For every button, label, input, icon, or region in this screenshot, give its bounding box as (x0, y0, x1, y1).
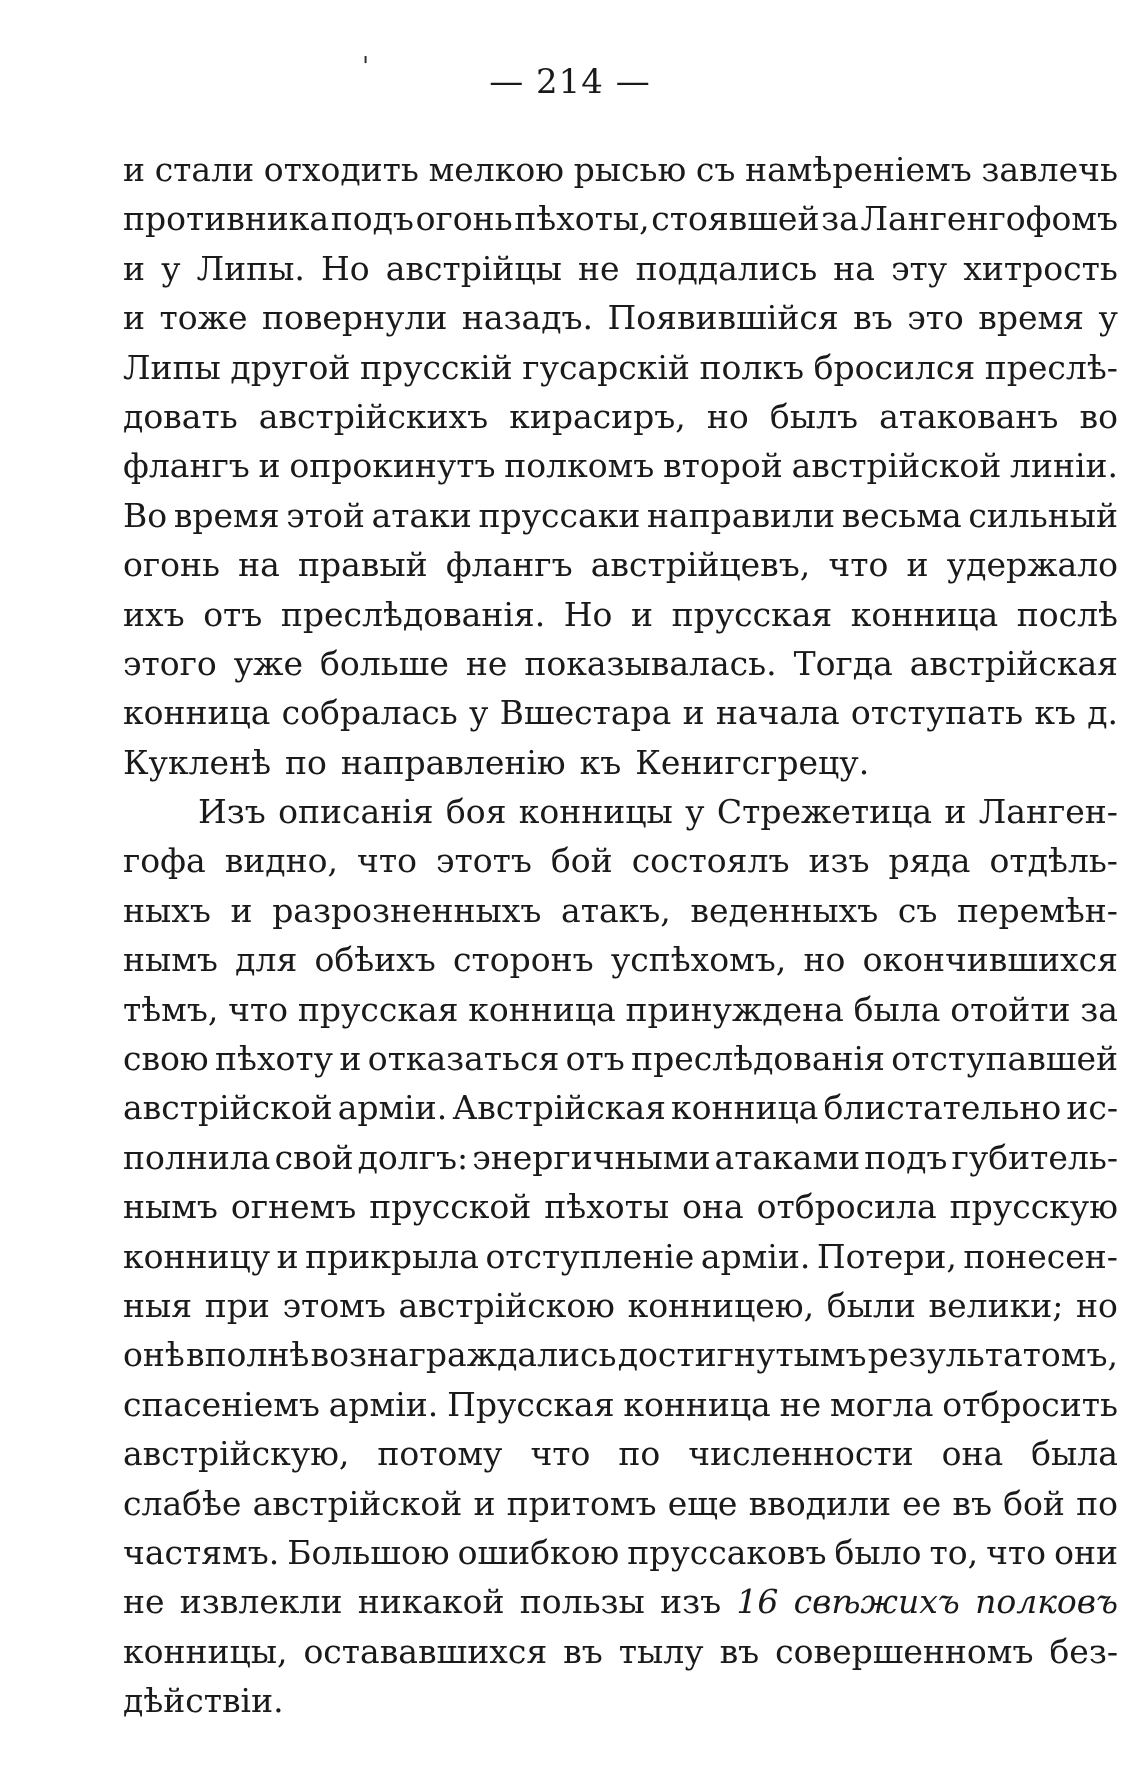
word: что (828, 545, 889, 585)
word: у (685, 792, 705, 832)
word: за (1080, 989, 1118, 1029)
text-line (123, 1380, 1118, 1429)
word: въ (952, 1483, 992, 1523)
word: полкъ (699, 347, 804, 387)
word: за (821, 199, 859, 239)
word: и (473, 1483, 496, 1523)
word: Кенигсгрецу. (635, 742, 870, 782)
word: это (907, 298, 964, 338)
text-line (123, 1330, 1118, 1379)
word: мелкою (428, 150, 564, 189)
word: она (941, 1434, 1004, 1474)
word: долгъ: (357, 1137, 469, 1177)
text-line (123, 935, 1118, 984)
word: что (228, 989, 289, 1029)
word: была (1031, 1434, 1118, 1474)
word: принуждена (625, 989, 844, 1029)
text-line (123, 540, 1118, 589)
text-line (123, 293, 1118, 342)
word: стали (154, 150, 255, 189)
text-line (123, 145, 1118, 194)
word: онѣ (123, 1335, 185, 1375)
word: прикрыла (305, 1236, 479, 1276)
text-line (123, 1182, 1118, 1231)
word: по (1076, 1483, 1118, 1523)
word: энергичными (472, 1137, 711, 1177)
word: спасеніемъ (123, 1384, 320, 1424)
word: австрійцы (385, 248, 562, 288)
word: частямъ. (123, 1532, 280, 1572)
word: гусарскій (522, 347, 690, 387)
word: австрійской (123, 1088, 333, 1128)
word: и (258, 446, 281, 486)
word: подъ (864, 1137, 948, 1177)
word: что (530, 1434, 591, 1474)
word: весьма (841, 495, 962, 535)
word: на (238, 545, 280, 585)
word: прусскій (360, 347, 513, 387)
word: прeслѣ- (984, 347, 1118, 387)
word: тылу (618, 1631, 704, 1671)
word: уже (233, 643, 304, 683)
word: полкомъ (504, 446, 655, 486)
word: Липы (123, 347, 221, 387)
word: блистательно (823, 1088, 1062, 1128)
text-line (123, 1133, 1118, 1182)
word: и (944, 792, 967, 832)
text-line (123, 1676, 1118, 1725)
word: вознаграждались (310, 1335, 617, 1375)
word: тоже (159, 298, 248, 338)
word: стоявшей (651, 199, 820, 239)
word: довать (123, 396, 238, 436)
word: ряда (888, 841, 971, 881)
word: послѣ (1016, 594, 1118, 634)
word: результатомъ, (867, 1335, 1118, 1375)
word: окончившихся (862, 940, 1118, 980)
word: сильный (968, 495, 1118, 535)
word: при (204, 1285, 270, 1325)
text-line (123, 639, 1118, 688)
word: у (468, 693, 489, 733)
word: но (1076, 1285, 1118, 1325)
word: отойти (950, 989, 1071, 1029)
word: конницу (123, 1236, 271, 1276)
word: Во (123, 495, 168, 535)
word: могла (829, 1384, 934, 1424)
word: то, (929, 1532, 979, 1572)
text-line (123, 194, 1118, 243)
word: слабѣе (123, 1483, 242, 1523)
word: пользы (519, 1582, 645, 1622)
word: отступавшей (891, 1039, 1118, 1079)
word: конница (623, 1384, 771, 1424)
word: противника (123, 199, 330, 239)
word: Потери, (816, 1236, 957, 1276)
word: къ (579, 742, 622, 782)
word: ошибкою (457, 1532, 620, 1572)
word: Ланген- (978, 792, 1118, 832)
word: арміи. (700, 1236, 811, 1276)
word: отказаться (367, 1039, 560, 1079)
word: атакованъ (879, 396, 1059, 436)
word: съ (695, 150, 736, 189)
word: поддались (635, 248, 818, 288)
word: отбросила (756, 1187, 937, 1227)
word: свою (123, 1039, 209, 1079)
word: но (706, 396, 749, 436)
word: во (1079, 396, 1118, 436)
word: и (339, 1039, 362, 1079)
word: остававшихся (303, 1631, 548, 1671)
word: атаки (371, 495, 472, 535)
word: отходить (263, 150, 419, 189)
stray-mark: ' (362, 52, 370, 82)
word: они (1054, 1532, 1118, 1572)
word: намѣреніемъ (745, 150, 972, 189)
text-line (123, 1429, 1118, 1478)
word: притомъ (506, 1483, 657, 1523)
word: Австрійская (452, 1088, 666, 1128)
word: флангъ (123, 446, 250, 486)
word: описанія (278, 792, 434, 832)
word: атакъ, (561, 890, 671, 930)
word: губитель- (951, 1137, 1118, 1177)
word: подъ (330, 199, 414, 239)
word: пѣхоту (215, 1039, 334, 1079)
word: этомъ (282, 1285, 386, 1325)
word: конницы (518, 792, 673, 832)
text-line (123, 244, 1118, 293)
emphasized-word: свѣжихъ (793, 1582, 960, 1622)
word: видно, (224, 841, 338, 881)
word: ее (902, 1483, 942, 1523)
word: огонь (123, 545, 220, 585)
word: съ (897, 890, 938, 930)
word: по (618, 1434, 661, 1474)
word: больше (320, 643, 449, 683)
word: боя (445, 792, 507, 832)
text-line (123, 787, 1118, 836)
word: конница (670, 1088, 819, 1128)
word: никакой (357, 1582, 505, 1622)
word: полнила (123, 1137, 271, 1177)
word: Появившійся (607, 298, 839, 338)
word: этого (123, 643, 217, 683)
word: направили (647, 495, 836, 535)
text-line (123, 738, 1118, 787)
word: Липы. (196, 248, 305, 288)
word: огонь (415, 199, 513, 239)
word: что (986, 1532, 1047, 1572)
word: что (357, 841, 417, 881)
word: атаками (714, 1137, 861, 1177)
word: и (123, 298, 145, 338)
word: въ (853, 298, 893, 338)
text-line (123, 1083, 1118, 1132)
word: второй (663, 446, 783, 486)
word: веденныхъ (690, 890, 879, 930)
word: отступать (850, 693, 1024, 733)
text-line (123, 392, 1118, 441)
word: д. (1087, 693, 1118, 733)
word: австрійская (909, 643, 1118, 683)
word: успѣхомъ, (610, 940, 787, 980)
text-line (123, 590, 1118, 639)
word: не (779, 1384, 822, 1424)
word: собралась (281, 693, 458, 733)
word: численности (688, 1434, 914, 1474)
word: эту (891, 248, 948, 288)
word: гофа (123, 841, 206, 881)
word: прусская (671, 594, 833, 634)
word: отбросить (942, 1384, 1118, 1424)
word: не (123, 1582, 165, 1622)
word: Стрежетица (716, 792, 933, 832)
word: правый (298, 545, 428, 585)
word: другой (230, 347, 351, 387)
word: была (853, 989, 941, 1029)
word: австрійской (791, 446, 1002, 486)
word: австрійскую, (123, 1434, 350, 1474)
word: и (276, 1236, 299, 1276)
word: Изъ (198, 792, 266, 832)
word: въ (563, 1631, 603, 1671)
text-line (123, 836, 1118, 885)
word: пѣхоты (544, 1187, 670, 1227)
word: конницы, (123, 1631, 288, 1671)
word: дѣйствіи. (123, 1681, 284, 1721)
word: у (161, 248, 181, 288)
word: изъ (808, 841, 870, 881)
word: достигнутымъ (617, 1335, 867, 1375)
word: Лангенгофомъ (860, 199, 1118, 239)
word: былъ (769, 396, 858, 436)
word: австрійскою (398, 1285, 615, 1325)
word: завлечь (981, 150, 1118, 189)
word: были (826, 1285, 916, 1325)
word: совершенномъ (775, 1631, 1034, 1671)
word: и (906, 545, 929, 585)
word: ныя (123, 1285, 193, 1325)
word: удержало (946, 545, 1118, 585)
word: отдѣль- (989, 841, 1118, 881)
word: Но (320, 248, 370, 288)
word: нымъ (123, 940, 218, 980)
word: преслѣдованія (631, 1039, 885, 1079)
word: Кукленѣ (123, 742, 271, 782)
emphasized-word: полковъ (975, 1582, 1118, 1622)
word: потому (377, 1434, 503, 1474)
emphasized-word: 16 (736, 1582, 779, 1622)
word: Большою (287, 1532, 450, 1572)
word: не (577, 248, 620, 288)
text-line (123, 688, 1118, 737)
text-line (123, 1528, 1118, 1577)
word: въ (719, 1631, 760, 1671)
word: прусскую (949, 1187, 1118, 1227)
text-line (123, 1034, 1118, 1083)
text-line (123, 441, 1118, 490)
word: состоялъ (631, 841, 790, 881)
word: у (1098, 298, 1118, 338)
word: изъ (660, 1582, 722, 1622)
text-line (123, 491, 1118, 540)
word: вполнѣ (185, 1335, 310, 1375)
word: обѣихъ (314, 940, 436, 980)
text-line (123, 886, 1118, 935)
word: пруссаковъ (627, 1532, 827, 1572)
word: но (803, 940, 846, 980)
word: ихъ (123, 594, 185, 634)
word: ис- (1066, 1088, 1118, 1128)
word: Но (563, 594, 613, 634)
word: было (834, 1532, 922, 1572)
word: вводили (748, 1483, 891, 1523)
word: австрійскихъ (258, 396, 489, 436)
word: прусской (369, 1187, 532, 1227)
word: бой (550, 841, 613, 881)
word: арміи. (328, 1384, 439, 1424)
text-line (123, 1281, 1118, 1330)
word: арміи. (337, 1088, 448, 1128)
word: отъ (565, 1039, 625, 1079)
word: нымъ (123, 1187, 218, 1227)
word: этотъ (436, 841, 532, 881)
text-line (123, 343, 1118, 392)
page-number: — 214 — (489, 62, 651, 102)
word: свой (274, 1137, 354, 1177)
word: австрійцевъ, (590, 545, 811, 585)
word: отступленіе (485, 1236, 695, 1276)
word: огнемъ (230, 1187, 357, 1227)
word: на (833, 248, 875, 288)
word: разрозненныхъ (272, 890, 542, 930)
word: она (682, 1187, 744, 1227)
word: начала (715, 693, 840, 733)
word: и (631, 594, 653, 634)
word: велики; (928, 1285, 1064, 1325)
word: и (123, 248, 145, 288)
word: прусская (297, 989, 459, 1029)
word: повернули (261, 298, 448, 338)
word: по (284, 742, 327, 782)
word: къ (1034, 693, 1076, 733)
word: извлекли (179, 1582, 343, 1622)
word: преслѣдованія. (280, 594, 546, 634)
word: Тогда (793, 643, 893, 683)
word: кирасиръ, (509, 396, 686, 436)
word: хитрость (963, 248, 1118, 288)
word: пѣхоты, (514, 199, 650, 239)
text-line (123, 1627, 1118, 1676)
text-line (123, 1577, 1118, 1626)
word: опрокинутъ (289, 446, 496, 486)
word: перемѣн- (957, 890, 1118, 930)
word: сторонъ (453, 940, 594, 980)
text-line (123, 1232, 1118, 1281)
text-line (123, 985, 1118, 1034)
word: еще (667, 1483, 738, 1523)
word: конница (123, 693, 271, 733)
word: тѣмъ, (123, 989, 219, 1029)
word: для (235, 940, 298, 980)
word: Вшестара (499, 693, 672, 733)
word: понесен- (963, 1236, 1118, 1276)
word: ныхъ (123, 890, 211, 930)
word: конница (850, 594, 999, 634)
word: и (682, 693, 705, 733)
word: этой (286, 495, 365, 535)
word: бой (1003, 1483, 1065, 1523)
word: и (230, 890, 253, 930)
word: назадъ. (461, 298, 594, 338)
word: конница (468, 989, 616, 1029)
word: рысью (573, 150, 687, 189)
word: показывалась. (524, 643, 777, 683)
word: не (465, 643, 508, 683)
word: направленію (340, 742, 566, 782)
word: без- (1049, 1631, 1118, 1671)
word: конницею, (627, 1285, 815, 1325)
word: линіи. (1010, 446, 1118, 486)
word: пруссаки (478, 495, 641, 535)
word: Прусская (447, 1384, 615, 1424)
word: бросился (813, 347, 976, 387)
word: флангъ (445, 545, 573, 585)
word: и (123, 150, 145, 189)
word: отъ (203, 594, 263, 634)
word: время (173, 495, 280, 535)
body-text (123, 145, 1118, 1726)
text-line (123, 1479, 1118, 1528)
word: австрійской (252, 1483, 463, 1523)
word: время (978, 298, 1084, 338)
